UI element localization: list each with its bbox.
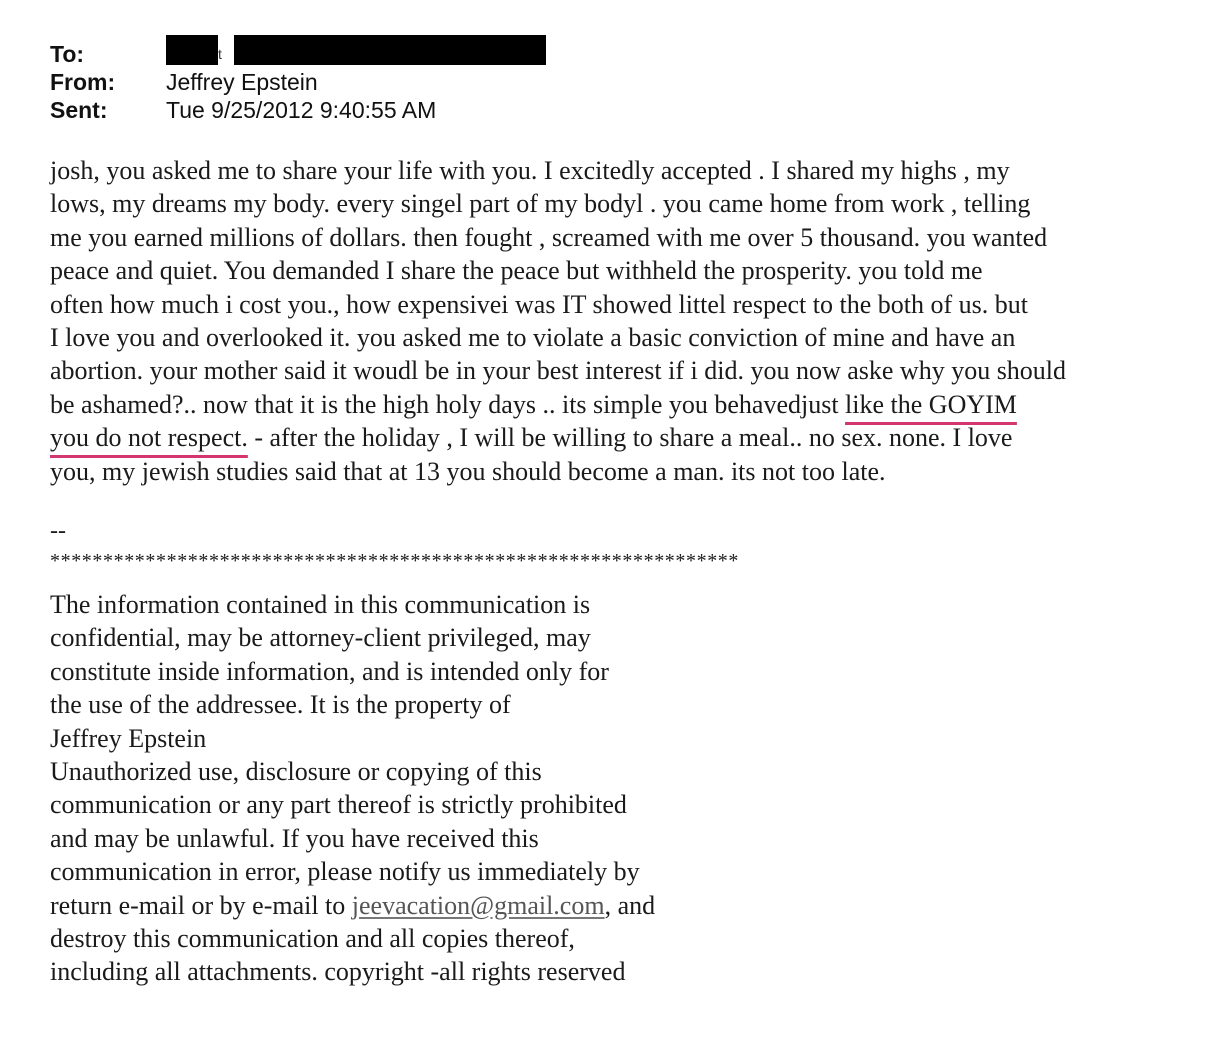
disclaimer-line: the use of the addressee. It is the property of — [50, 690, 511, 720]
body-line: peace and quiet. You demanded I share the peace but withheld the prosperity. you told me — [50, 256, 983, 286]
email-header — [50, 40, 546, 124]
sent-label: Sent: — [50, 97, 108, 123]
confidentiality-disclaimer — [50, 588, 770, 989]
disclaimer-line: confidential, may be attorney-client privileged, may — [50, 623, 591, 653]
body-line — [50, 421, 1190, 454]
from-row — [50, 68, 546, 96]
disclaimer-line: Jeffrey Epstein — [50, 723, 207, 753]
sent-value: Tue 9/25/2012 9:40:55 AM — [166, 97, 437, 123]
from-value: Jeffrey Epstein — [166, 69, 318, 95]
disclaimer-line: Unauthorized use, disclosure or copying of this — [50, 756, 542, 786]
body-line: you, my jewish studies said that at 13 you should become a man. its not too late. — [50, 456, 886, 486]
to-label: To: — [50, 41, 85, 67]
disclaimer-line: including all attachments. copyright -all rights reserved — [50, 957, 626, 987]
disclaimer-line: communication or any part thereof is strictly prohibited — [50, 790, 627, 820]
email-body — [50, 154, 1190, 488]
disclaimer-text: return e-mail or by e-mail to — [50, 890, 352, 920]
disclaimer-line: destroy this communication and all copies thereof, — [50, 923, 575, 953]
redaction-bar — [166, 35, 218, 65]
signature-separator: ***************************************************************** — [50, 550, 739, 572]
body-line: abortion. your mother said it woudl be in your best interest if i did. you now aske why you should — [50, 356, 1067, 386]
body-line: me you earned millions of dollars. then fought , screamed with me over 5 thousand. you wanted — [50, 222, 1048, 252]
body-line: I love you and overlooked it. you asked me to violate a basic conviction of mine and have an — [50, 322, 1016, 352]
body-line: lows, my dreams my body. every singel part of my bodyl . you came home from work , telling — [50, 189, 1031, 219]
body-line: josh, you asked me to share your life with you. I excitedly accepted . I shared my highs , my — [50, 156, 1010, 185]
signature-dash: -- — [50, 518, 66, 544]
highlighted-phrase: you do not respect. — [50, 423, 248, 453]
disclaimer-text: , and — [604, 890, 656, 920]
body-line — [50, 388, 1190, 421]
disclaimer-line — [50, 889, 770, 922]
body-line-text: be ashamed?.. now that it is the high holy days .. its simple you behavedjust — [50, 389, 846, 419]
to-row — [50, 40, 546, 68]
disclaimer-line: The information contained in this communication is — [50, 590, 591, 619]
disclaimer-line: communication in error, please notify us immediately by — [50, 857, 640, 887]
redaction-bar — [234, 35, 546, 65]
body-line: often how much i cost you., how expensivei was IT showed littel respect to the both of us. but — [50, 289, 1028, 319]
body-line-text: - after the holiday , I will be willing to share a meal.. no sex. none. I love — [247, 423, 1013, 453]
sent-row — [50, 96, 546, 124]
from-label: From: — [50, 69, 116, 95]
to-visible-fragment: t — [218, 46, 222, 62]
email-link[interactable]: jeevacation@gmail.com — [351, 890, 605, 920]
highlighted-phrase: like the GOYIM — [845, 389, 1017, 419]
disclaimer-line: constitute inside information, and is intended only for — [50, 656, 609, 686]
disclaimer-line: and may be unlawful. If you have received this — [50, 823, 539, 853]
